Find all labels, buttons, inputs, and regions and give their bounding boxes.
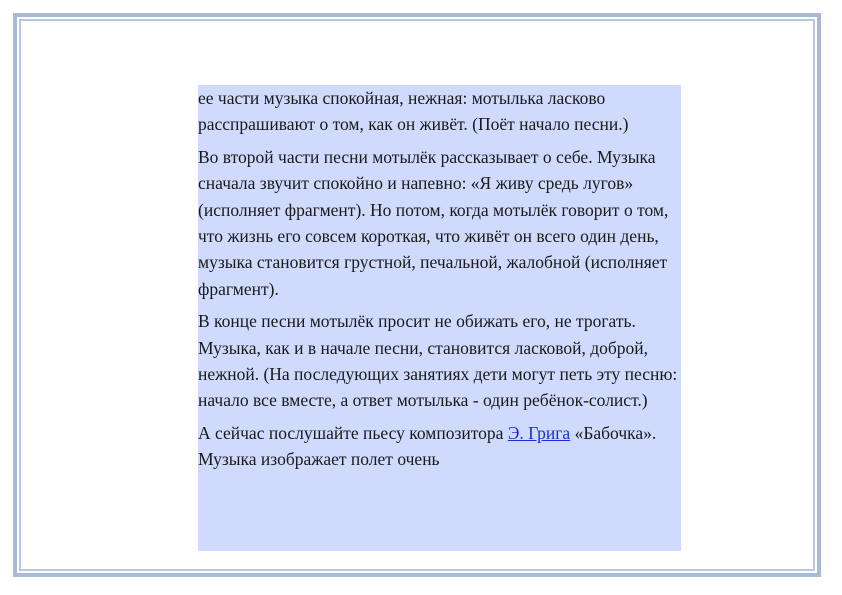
paragraph-1: ее части музыка спокойная, нежная: мотылька ласково расспрашивают о том, как он живёт. (Поёт начало песни.) bbox=[198, 88, 629, 135]
text-box bbox=[198, 85, 681, 551]
paragraph-4-after-link: «Бабочка». Музыка изображает полет очень bbox=[198, 422, 657, 470]
composer-grieg-link[interactable]: Э. Грига bbox=[507, 422, 571, 443]
paragraph-4 bbox=[198, 420, 681, 473]
paragraph-2: Во второй части песни мотылёк рассказывает о себе. Музыка сначала звучит спокойно и напевно: «Я живу средь лугов» (исполняет фрагмент). Но потом, когда мотылёк говорит о том, что жизнь его совсем короткая, что живёт он всего один день, музыка становится грустной, печальной, жалобной (исполняет фрагмент). bbox=[198, 146, 669, 299]
paragraph-4-before-link: А сейчас послушайте пьесу композитора bbox=[198, 422, 508, 443]
paragraph-3: В конце песни мотылёк просит не обижать его, не трогать. Музыка, как и в начале песни, становится ласковой, доброй, нежной. (На последующих занятиях дети могут петь эту песню: начало все вместе, а ответ мотылька - один ребёнок-солист.) bbox=[198, 311, 678, 411]
